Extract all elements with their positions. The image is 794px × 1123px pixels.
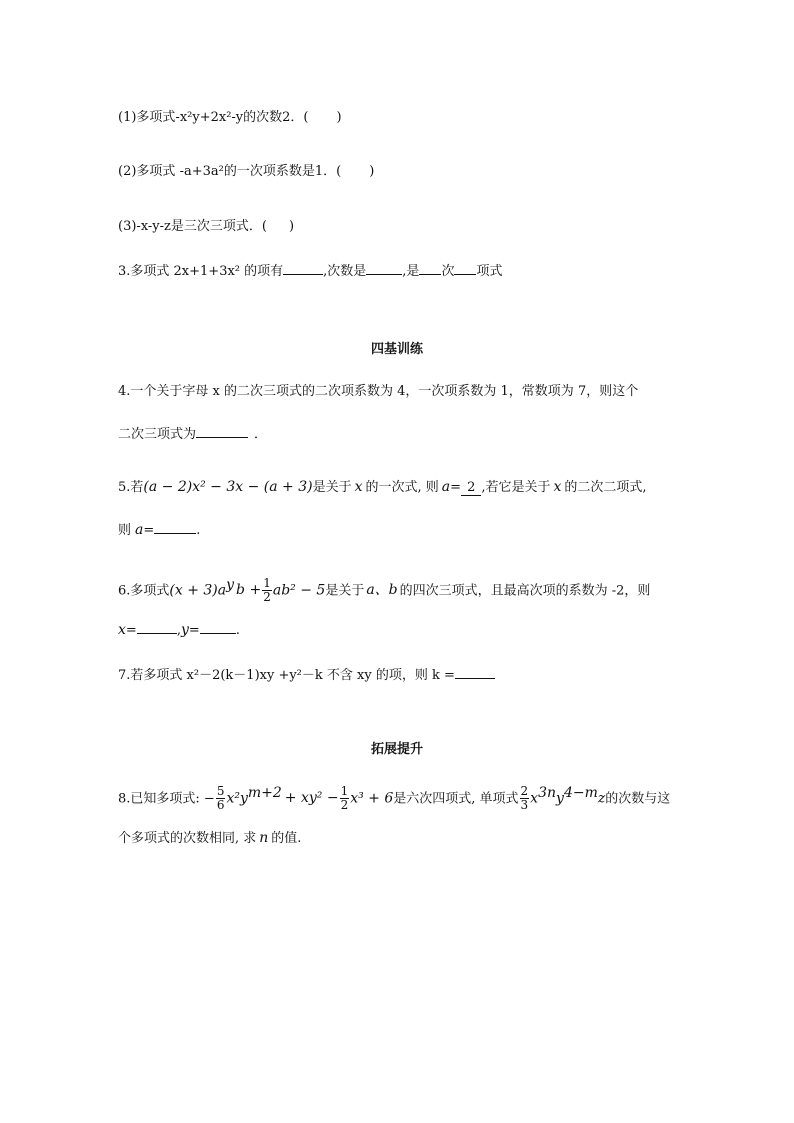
p8-line2: 个多项式的次数相同, 求 — [118, 831, 257, 846]
p6-fraction — [262, 577, 272, 604]
p4-line2-text: 二次三项式为 — [118, 427, 197, 442]
q2-prefix: (2)多项式 — [118, 164, 180, 179]
section-title-basic-training: 四基训练 — [370, 342, 423, 357]
p6-vars: a、b — [366, 582, 398, 599]
p8-t4-sup: 3n — [538, 785, 557, 801]
p6-blank-x[interactable] — [137, 621, 177, 634]
p5-line2-start: 则 — [118, 523, 132, 538]
p5-mid4: 的二次二项式, — [564, 480, 647, 495]
p8-t1-sup: m+2 — [247, 785, 282, 801]
problem-6-line1 — [118, 570, 650, 606]
p5-line2-var-a: a — [135, 522, 144, 538]
p8-t2: + xy² − — [284, 790, 339, 807]
p8-f1-num: 5 — [216, 784, 225, 799]
p8-mid: 是六次四项式, 单项式 — [393, 791, 519, 807]
p8-start: 8.已知多项式: − — [118, 791, 215, 807]
p8-t1: x²y — [226, 790, 248, 807]
p8-frac-1 — [216, 785, 226, 812]
question-2 — [118, 163, 374, 181]
problem-8-line2 — [118, 829, 301, 848]
p6-line2-x: x — [118, 622, 126, 638]
problem-5-line1 — [118, 478, 647, 497]
p3-text-c: ,是 — [402, 264, 420, 279]
p3-text-b: ,次数是 — [323, 264, 367, 279]
p7-blank[interactable] — [455, 666, 495, 679]
q2-expr: -a+3a² — [179, 164, 224, 179]
p6-period: . — [235, 623, 240, 638]
q2-suffix: 的一次项系数是1．( — [223, 164, 342, 179]
problem-7 — [118, 666, 495, 685]
q1-expr: -x²y+2x²-y — [175, 110, 244, 125]
p6-expr-c: ab² − 5 — [272, 582, 326, 599]
p8-t6: z — [597, 790, 606, 807]
p5-mid1: 是关于 — [312, 480, 352, 495]
p8-f3-den: 3 — [520, 798, 529, 813]
p6-sup-y: y — [226, 577, 235, 593]
p5-line2-eq: = — [143, 523, 155, 538]
p5-line2-end: . — [196, 523, 201, 538]
p3-text-a: 3.多项式 2x+1+3x² 的项有 — [118, 264, 284, 279]
problem-6-line2 — [118, 621, 240, 640]
p8-line2-var: n — [259, 830, 269, 846]
q3-prefix: (3) — [118, 219, 137, 234]
q3-close: ) — [288, 219, 295, 234]
problem-8-line1 — [118, 778, 670, 814]
problem-4-line2 — [118, 425, 267, 444]
p8-t3: x³ + 6 — [350, 790, 394, 807]
p3-blank-degree[interactable] — [366, 262, 402, 275]
p5-answer: 2 — [461, 480, 481, 496]
p8-frac-2 — [340, 785, 350, 812]
p8-f2-den: 2 — [340, 798, 349, 813]
p6-line2-y: y — [180, 622, 189, 638]
p8-f2-num: 1 — [340, 784, 349, 799]
p5-var-a: a — [441, 479, 451, 495]
p8-f3-num: 2 — [520, 784, 529, 799]
p5-mid2: 的一次式, 则 — [365, 480, 439, 495]
p5-eq: = — [450, 480, 462, 495]
p8-t4: x — [530, 790, 539, 807]
p6-start: 6.多项式 — [118, 583, 170, 599]
section-title-extension: 拓展提升 — [370, 742, 423, 757]
q1-prefix: (1)多项式 — [118, 110, 176, 125]
p6-eq-x: = — [125, 623, 137, 638]
p7-text: 7.若多项式 x²－2(k－1)xy +y²－k 不含 xy 的项，则 k = — [118, 668, 455, 683]
p6-frac-den: 2 — [263, 590, 271, 605]
q2-close: ) — [369, 164, 375, 179]
q3-suffix: 是三次三项式．( — [170, 219, 267, 234]
p5-var-x: x — [354, 479, 363, 495]
p5-expr: (a − 2)x² − 3x − (a + 3) — [143, 479, 313, 495]
p8-t5-sup: 4−m — [563, 785, 598, 801]
p5-var-x-2: x — [553, 479, 562, 495]
p3-blank-terms[interactable] — [283, 262, 323, 275]
p4-blank[interactable] — [196, 425, 248, 438]
p3-text-e: 项式 — [476, 264, 503, 279]
p3-blank-term-count[interactable] — [454, 262, 476, 275]
p6-blank-y[interactable] — [200, 621, 236, 634]
p6-frac-num: 1 — [263, 576, 271, 591]
problem-5-line2 — [118, 521, 200, 540]
p5-start: 5.若 — [118, 480, 144, 495]
p4-end: ． — [254, 427, 268, 442]
question-1 — [118, 109, 342, 127]
p6-end: 的四次三项式，且最高次项的系数为 -2，则 — [399, 583, 651, 599]
p8-frac-3 — [520, 785, 530, 812]
p3-blank-degree-word[interactable] — [419, 262, 441, 275]
p6-mid: 是关于 — [325, 583, 365, 599]
p6-expr-a: (x + 3)a — [169, 582, 227, 599]
p5-blank[interactable] — [154, 521, 196, 534]
p6-eq-y: = — [188, 623, 200, 638]
p8-f1-den: 6 — [216, 798, 225, 813]
p5-mid3: ,若它是关于 — [481, 480, 551, 495]
p6-expr-b: b + — [236, 582, 262, 599]
p8-t5: y — [556, 790, 564, 807]
q1-suffix: 的次数2．( — [243, 110, 309, 125]
p8-line2-end: 的值. — [271, 831, 302, 846]
p3-text-d: 次 — [441, 264, 455, 279]
q3-expr: -x-y-z — [136, 219, 171, 234]
p6-comma: , — [176, 623, 181, 638]
question-3 — [118, 218, 294, 236]
p8-end: 的次数与这 — [605, 791, 671, 807]
problem-3 — [118, 262, 502, 281]
q1-close: ) — [336, 110, 342, 125]
problem-4-line1: 4.一个关于字母 x 的二次三项式的二次项系数为 4，一次项系数为 1，常数项为 7，则这个 — [118, 384, 639, 399]
